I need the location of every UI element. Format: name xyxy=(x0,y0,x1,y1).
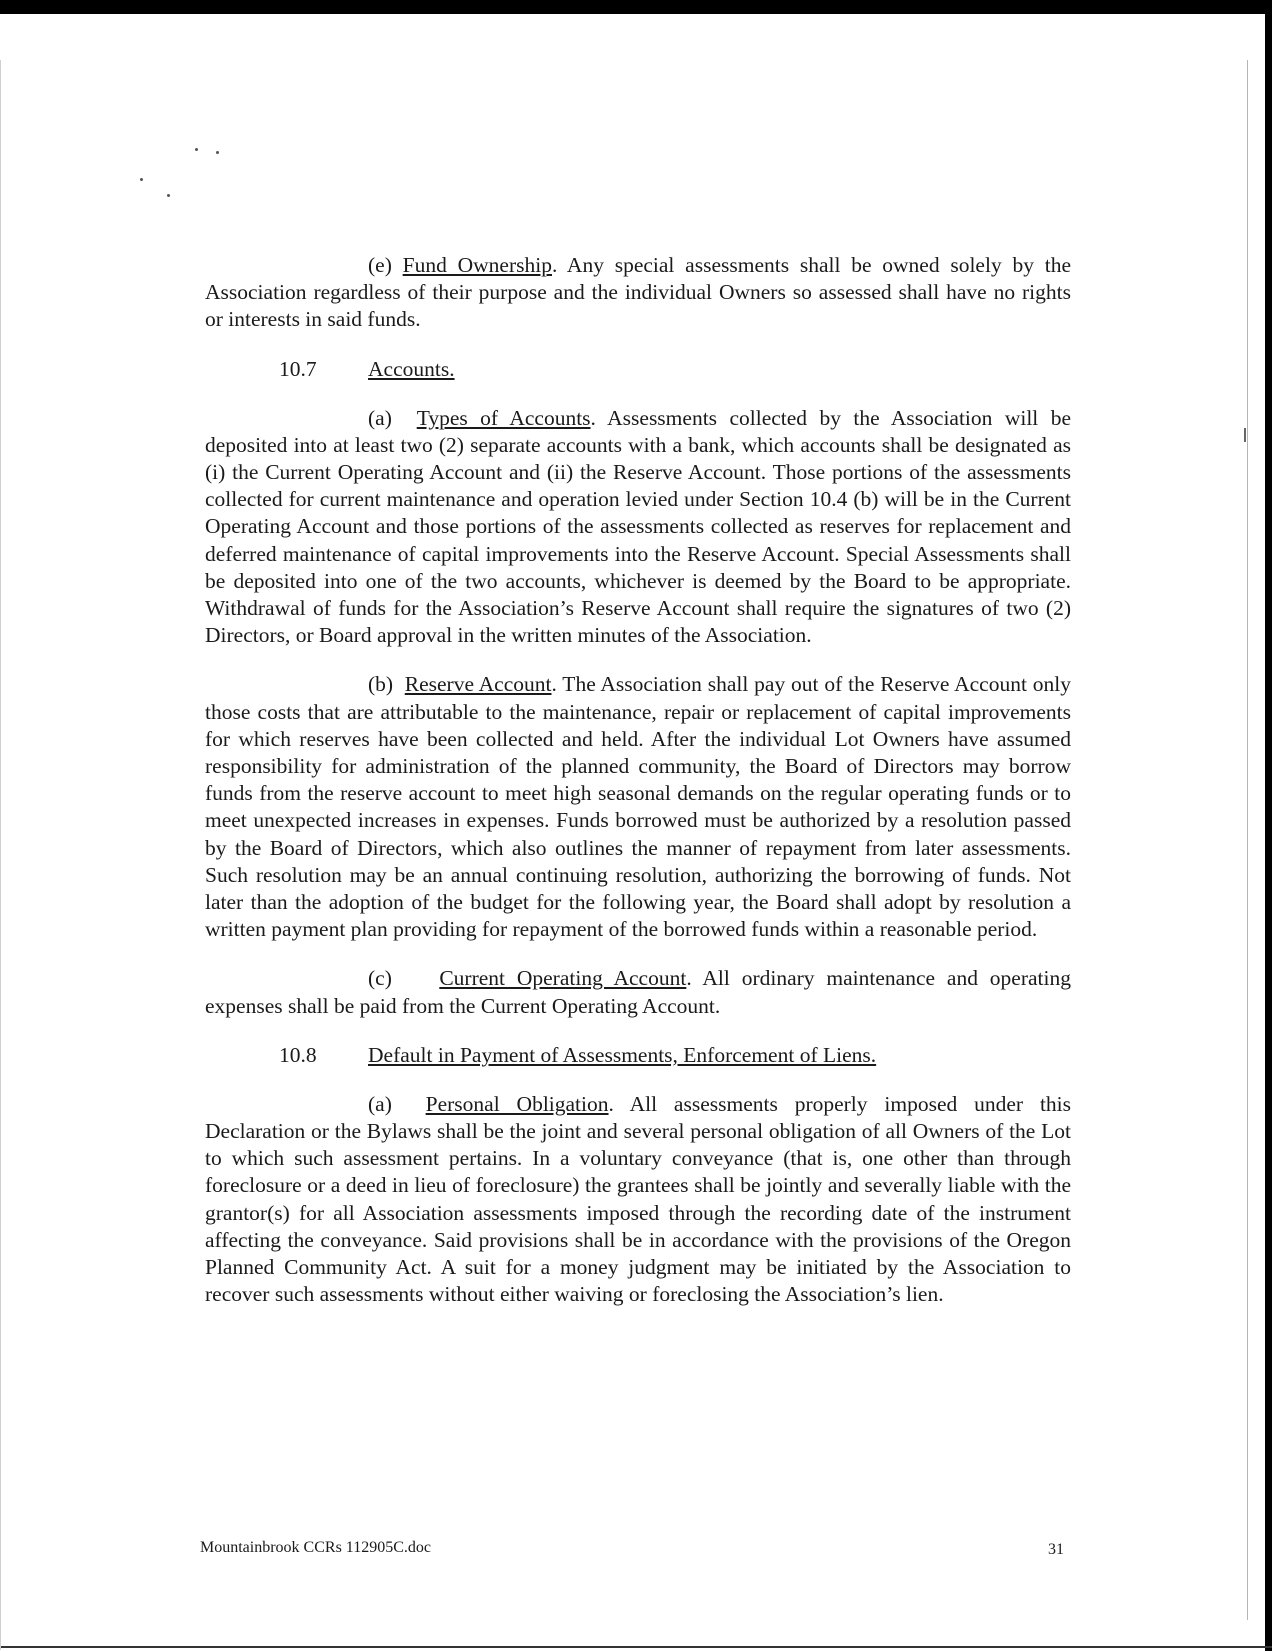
clause-text: . Assessments collected by the Association will be deposited into at least two (2) separate accounts with a bank, which accounts shall be designated as (i) the Current Operating Account and (ii) the Reserve Account. Those portions of the assessments collected for current maintenance and operation levied under Section 10.4 (b) will be in the Current Operating Account and those portions of the assessments collected as reserves for replacement and deferred maintenance of capital improvements into the Reserve Account. Special Assessments shall be deposited into one of the two accounts, whichever is deemed by the Board to be appropriate. Withdrawal of funds for the Association’s Reserve Account shall require the signatures of two (2) Directors, or Board approval in the written minutes of the Association. xyxy=(205,405,1071,648)
scan-speck xyxy=(167,194,170,197)
clause-label: (e) xyxy=(368,253,392,277)
document-body xyxy=(205,252,1071,1309)
scan-speck xyxy=(140,178,143,181)
clause-text: . The Association shall pay out of the Reserve Account only those costs that are attributable to the maintenance, repair or replacement of capital improvements for which reserves have been collected and held. After the individual Lot Owners have assumed responsibility for administration of the planned community, the Board of Directors may borrow funds from the reserve account to meet high seasonal demands on the regular operating funds or to meet unexpected increases in expenses. Funds borrowed must be authorized by a resolution passed by the Board of Directors, which also outlines the manner of repayment from later assessments. Such resolution may be an annual continuing resolution, authorizing the borrowing of funds. Not later than the adoption of the budget for the following year, the Board shall adopt by resolution a written payment plan providing for repayment of the borrowed funds within a reasonable period. xyxy=(205,672,1071,942)
scan-right-border xyxy=(1265,0,1272,1651)
scan-bottom-edge xyxy=(0,1646,1272,1648)
paragraph-reserve-account xyxy=(205,671,1071,943)
clause-title: Personal Obligation xyxy=(425,1091,609,1116)
clause-title: Types of Accounts xyxy=(416,405,591,430)
scan-left-edge xyxy=(0,60,1,1650)
scan-speck xyxy=(216,151,219,154)
scan-top-border xyxy=(0,0,1272,14)
clause-label: (b) xyxy=(368,672,394,697)
clause-label: (a) xyxy=(368,1091,392,1116)
scan-speck xyxy=(195,148,198,151)
paragraph-types-of-accounts xyxy=(205,405,1071,650)
section-number: 10.7 xyxy=(279,356,317,381)
scan-mark xyxy=(1244,428,1246,442)
clause-title: Current Operating Account xyxy=(439,966,687,991)
paragraph-personal-obligation xyxy=(205,1091,1071,1309)
page-edge-line xyxy=(1247,60,1248,1620)
clause-text: . Any special assessments shall be owned solely by the Association regardless of their purpose and the individual Owners so assessed shall have no rights or interests in said funds. xyxy=(205,253,1071,332)
clause-label: (a) xyxy=(368,405,392,430)
section-title: Default in Payment of Assessments, Enforcement of Liens. xyxy=(368,1042,877,1067)
clause-title: Reserve Account xyxy=(404,672,552,697)
footer-filename: Mountainbrook CCRs 112905C.doc xyxy=(200,1539,431,1556)
clause-text: . All assessments properly imposed under this Declaration or the Bylaws shall be the joint and several personal obligation of all Owners of the Lot to which such assessment pertains. In a voluntary conveyance (that is, one other than through foreclosure or a deed in lieu of foreclosure) the grantees shall be jointly and severally liable with the grantor(s) for all Association assessments imposed through the recording date of the instrument affecting the conveyance. Said provisions shall be in accordance with the provisions of the Oregon Planned Community Act. A suit for a money judgment may be initiated by the Association to recover such assessments without either waiving or foreclosing the Association’s lien. xyxy=(205,1091,1072,1307)
section-heading-10-8 xyxy=(205,1042,1071,1069)
paragraph-current-operating-account xyxy=(205,965,1071,1019)
section-heading-10-7 xyxy=(205,356,1071,383)
clause-label: (c) xyxy=(368,966,392,991)
clause-title: Fund Ownership xyxy=(402,253,552,277)
clause-text: . All ordinary maintenance and operating expenses shall be paid from the Current Operating Account. xyxy=(205,966,1071,1018)
section-number: 10.8 xyxy=(279,1042,317,1067)
page-number: 31 xyxy=(1048,1541,1064,1558)
section-title: Accounts. xyxy=(368,356,455,381)
paragraph-fund-ownership xyxy=(205,252,1071,334)
